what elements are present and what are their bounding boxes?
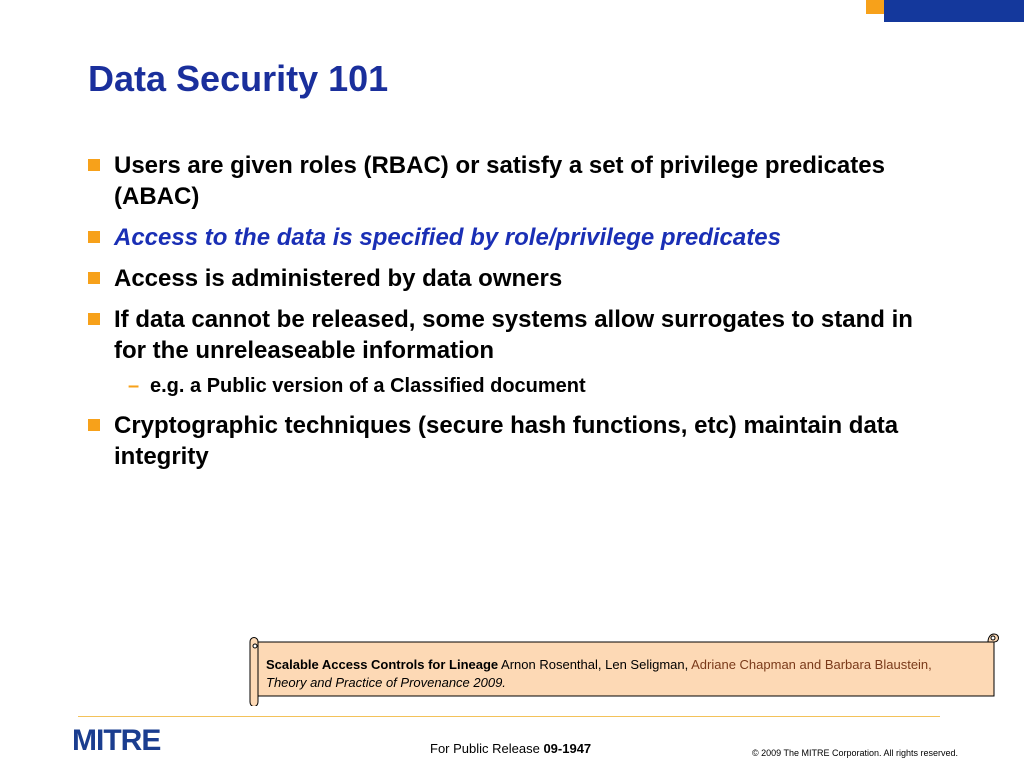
citation-source: Theory and Practice of Provenance 2009. [266,675,506,690]
square-bullet-icon [88,159,100,171]
citation-text [266,656,966,692]
bullet-item-emphasized [86,222,926,253]
header-accent-navy [884,0,1024,22]
copyright-notice: © 2009 The MITRE Corporation. All rights reserved. [752,748,959,758]
bullet-text: Cryptographic techniques (secure hash functions, etc) maintain data integrity [114,412,899,470]
header-accent-orange [866,0,884,14]
bullet-text: If data cannot be released, some systems allow surrogates to stand in for the unreleaseable information [114,306,913,364]
bullet-item [86,150,926,212]
citation-authors: Arnon Rosenthal, Len Seligman, [498,657,692,672]
sub-bullet-text: e.g. a Public version of a Classified document [150,375,586,397]
release-prefix: For Public Release [430,741,544,756]
public-release-note [430,741,591,756]
bullet-text: Access is administered by data owners [114,265,563,292]
square-bullet-icon [88,419,100,431]
sub-bullet-item [86,372,926,400]
bullet-list [86,150,926,482]
citation-authors-continued: Adriane Chapman and Barbara Blaustein, [691,657,932,672]
bullet-text: Access to the data is specified by role/privilege predicates [114,224,781,251]
release-number: 09-1947 [543,741,592,756]
footer-divider [78,716,940,717]
mitre-logo: MITRE [72,724,161,757]
bullet-item [86,263,926,294]
square-bullet-icon [88,272,100,284]
slide-title: Data Security 101 [88,58,389,99]
bullet-text: Users are given roles (RBAC) or satisfy a set of privilege predicates (ABAC) [114,152,885,210]
bullet-item [86,410,926,472]
square-bullet-icon [88,313,100,325]
bullet-item [86,304,926,366]
dash-bullet-icon: – [128,375,140,397]
square-bullet-icon [88,231,100,243]
citation-scroll [248,632,1000,706]
citation-title: Scalable Access Controls for Lineage [266,657,499,672]
